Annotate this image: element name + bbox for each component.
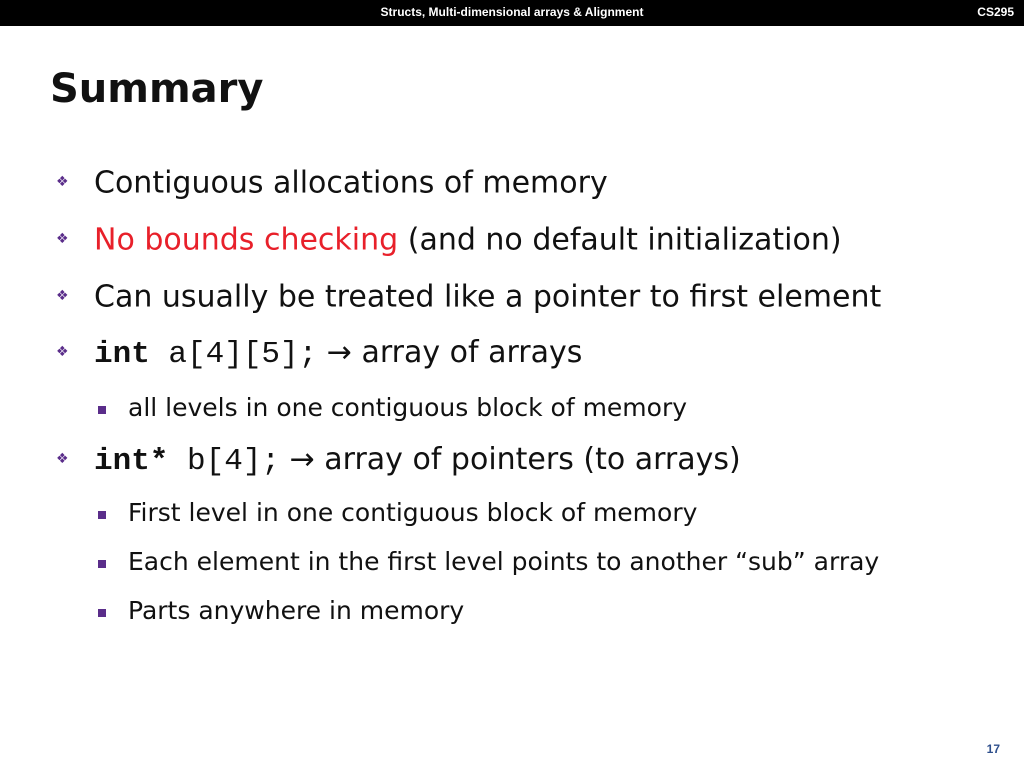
code-keyword: int* — [94, 444, 169, 479]
sub-bullet-text: First level in one contiguous block of memory — [128, 498, 698, 527]
sub-bullet-contiguous-block — [98, 393, 687, 424]
sub-bullet-sub-array — [98, 547, 879, 578]
highlight-text: No bounds checking — [94, 222, 399, 258]
diamond-cluster-icon: ❖ — [56, 344, 69, 360]
bullet-text: array of arrays — [361, 335, 583, 370]
square-icon — [98, 545, 128, 575]
bullet-text: Contiguous allocations of memory — [94, 165, 608, 201]
bullet-text: array of pointers (to arrays) — [324, 442, 741, 477]
slide-title: Summary — [50, 66, 264, 112]
bullet-contiguous — [56, 165, 608, 202]
bullet-pointer — [56, 279, 881, 316]
arrow-icon: → — [317, 335, 362, 370]
diamond-cluster-icon: ❖ — [56, 173, 69, 190]
bullet-bounds-checking — [56, 222, 842, 259]
sub-bullet-text: Parts anywhere in memory — [128, 596, 465, 625]
bullet-array-of-pointers — [56, 442, 741, 480]
sub-bullet-parts-anywhere — [98, 596, 464, 627]
header-title: Structs, Multi-dimensional arrays & Alignment — [380, 5, 644, 19]
code-declaration: b[4]; — [168, 444, 281, 479]
diamond-cluster-icon: ❖ — [56, 287, 69, 304]
diamond-cluster-icon: ❖ — [56, 230, 69, 247]
bullet-text: (and no default initialization) — [398, 222, 842, 258]
sub-bullet-first-level — [98, 498, 697, 529]
bullet-text: Can usually be treated like a pointer to first element — [94, 279, 882, 315]
square-icon — [98, 391, 128, 421]
square-icon — [98, 496, 128, 526]
square-icon — [98, 594, 128, 624]
code-declaration: a[4][5]; — [149, 337, 318, 372]
bullet-array-of-arrays — [56, 335, 582, 373]
arrow-icon: → — [280, 442, 325, 477]
page-number: 17 — [986, 742, 1000, 756]
sub-bullet-text: Each element in the first level points to another “sub” array — [128, 547, 880, 576]
sub-bullet-text: all levels in one contiguous block of memory — [128, 393, 688, 422]
diamond-cluster-icon: ❖ — [56, 451, 69, 467]
code-keyword: int — [94, 337, 150, 372]
course-label: CS295 — [977, 5, 1014, 19]
